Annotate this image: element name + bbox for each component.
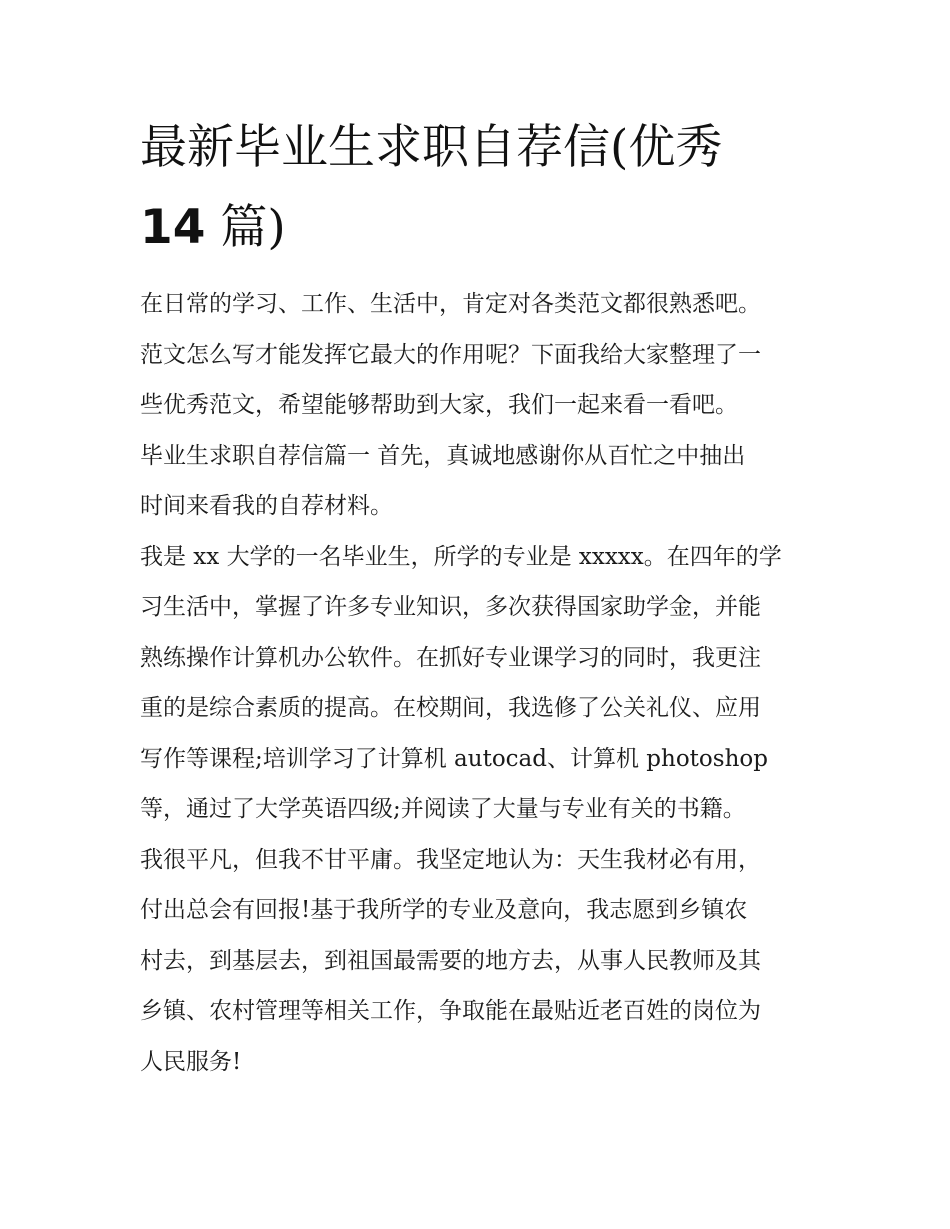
text-line: 写作等课程;培训学习了计算机 autocad、计算机 photoshop bbox=[140, 745, 768, 772]
paragraph-self-introduction bbox=[140, 532, 812, 835]
paragraph-aspiration bbox=[140, 835, 812, 1088]
text-line: 人民服务! bbox=[140, 1048, 242, 1075]
text-line: 付出总会有回报!基于我所学的专业及意向，我志愿到乡镇农 bbox=[140, 897, 748, 923]
title-line-2 bbox=[140, 188, 820, 268]
title-suffix: 篇) bbox=[220, 200, 286, 255]
text-line: 范文怎么写才能发挥它最大的作用呢？下面我给大家整理了一 bbox=[140, 341, 761, 368]
text-line: 时间来看我的自荐材料。 bbox=[140, 493, 393, 519]
title-count: 14 bbox=[140, 200, 206, 255]
title-line-1: 最新毕业生求职自荐信(优秀 bbox=[140, 120, 723, 175]
text-line: 我是 xx 大学的一名毕业生，所学的专业是 xxxxx。在四年的学 bbox=[140, 543, 782, 570]
text-line: 毕业生求职自荐信篇一 首先，真诚地感谢你从百忙之中抽出 bbox=[140, 442, 746, 469]
text-line: 些优秀范文，希望能够帮助到大家，我们一起来看一看吧。 bbox=[140, 392, 738, 418]
text-line: 熟练操作计算机办公软件。在抓好专业课学习的同时，我更注 bbox=[140, 644, 761, 671]
text-line: 重的是综合素质的提高。在校期间，我选修了公关礼仪、应用 bbox=[140, 695, 761, 721]
document-title bbox=[140, 108, 820, 268]
text-line: 乡镇、农村管理等相关工作，争取能在最贴近老百姓的岗位为 bbox=[140, 998, 761, 1024]
text-line: 在日常的学习、工作、生活中，肯定对各类范文都很熟悉吧。 bbox=[140, 291, 761, 317]
text-line: 村去，到基层去，到祖国最需要的地方去，从事人民教师及其 bbox=[140, 947, 761, 974]
paragraph-intro bbox=[140, 279, 812, 431]
text-line: 习生活中，掌握了许多专业知识，多次获得国家助学金，并能 bbox=[140, 594, 761, 620]
text-line: 等，通过了大学英语四级;并阅读了大量与专业有关的书籍。 bbox=[140, 796, 746, 822]
document-body bbox=[140, 279, 812, 1087]
text-line: 我很平凡，但我不甘平庸。我坚定地认为：天生我材必有用， bbox=[140, 846, 761, 873]
paragraph-letter-opening bbox=[140, 431, 812, 532]
